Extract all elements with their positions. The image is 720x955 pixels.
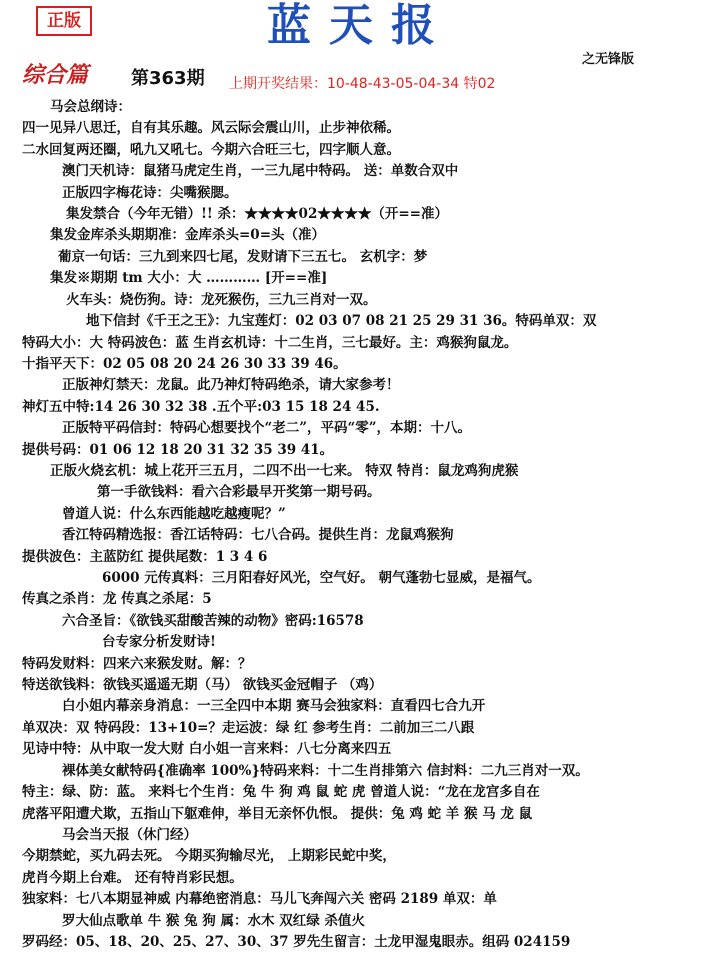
- text-line: 地下信封《千王之王》：九宝莲灯：02 03 07 08 21 25 29 31 36。特码单双：双: [86, 313, 597, 329]
- newspaper-title: 蓝天报: [267, 0, 453, 51]
- text-line: 集发※期期 tm 大小：大 ………… [开==准]: [50, 270, 328, 286]
- text-line: 曾道人说：什么东西能越吃越瘦呢？”: [62, 506, 286, 522]
- text-line: 独家料：七八本期显神威 内幕绝密消息：马儿飞奔闯六关 密码 2189 单双：单: [22, 891, 497, 907]
- text-line: 特送欲钱料：欲钱买遥遥无期（马） 欲钱买金冠帽子 （鸡）: [22, 677, 383, 693]
- text-line: 提供波色：主蓝防红 提供尾数：1 3 4 6: [22, 549, 268, 565]
- text-line: 二水回复两还圈，吼九又吼七。今期六合旺三七，四字顺人意。: [22, 142, 400, 158]
- text-line: 特码发财料：四来六来猴发财。解：？: [22, 656, 252, 672]
- edition-label: 之无锋版: [581, 52, 634, 67]
- text-line: 正版特平码信封：特码心想要找个“老二”，平码“零”，本期：十八。: [62, 420, 472, 436]
- text-line: 葡京一句话：三九到来四七尾，发财请下三五七。 玄机字：梦: [58, 249, 428, 265]
- text-line: 正版四字梅花诗：尖嘴猴腮。: [62, 185, 238, 201]
- text-line: 虎落平阳遭犬欺，五指山下躯难伸，举目无亲怀仇恨。 提供：兔 鸡 蛇 羊 猴 马 龙 鼠: [22, 806, 533, 822]
- text-line: 罗大仙点歌单 牛 猴 兔 狗 属：水木 双红绿 杀值火: [62, 913, 365, 929]
- text-line: 火车头：烧伤狗。诗：龙死猴伤，三九三肖对一双。: [66, 292, 377, 308]
- text-line: 正版神灯禁天：龙鼠。此乃神灯特码绝杀，请大家参考！: [62, 377, 400, 393]
- text-line: 单双决：双 特码段：13+10=？走运波：绿 红 参考生肖：二前加三二八跟: [22, 720, 475, 736]
- text-line: 见诗中特：从中取一发大财 白小姐一言来料：八七分离来四五: [22, 741, 392, 757]
- text-line: 四一见异八思迁，自有其乐趣。风云际会震山川，止步神依稀。: [22, 120, 400, 136]
- text-line: 台专家分析发财诗!: [102, 634, 216, 650]
- text-line: 澳门天机诗：鼠猪马虎定生肖，一三九尾中特码。 送：单数合双中: [62, 163, 459, 179]
- text-line: 正版火烧玄机：城上花开三五月，二四不出一七来。 特双 特肖：鼠龙鸡狗虎猴: [50, 463, 519, 479]
- text-line: 传真之杀肖：龙 传真之杀尾：5: [22, 591, 212, 607]
- text-line: 6000 元传真料：三月阳春好风光，空气好。 朝气蓬勃七显威，是福气。: [102, 570, 541, 586]
- text-line: 罗码经：05、18、20、25、27、30、37 罗先生留言：土龙甲湿鬼眼赤。组码 024159: [22, 934, 571, 950]
- section-title: 综合篇: [22, 62, 89, 88]
- last-draw-result: 上期开奖结果：10-48-43-05-04-34 特02: [229, 76, 496, 92]
- text-line: 提供号码：01 06 12 18 20 31 32 35 39 41。: [22, 442, 334, 458]
- text-line: 马会总纲诗：: [50, 99, 131, 115]
- text-line: 白小姐内幕亲身消息：一三全四中本期 赛马会独家料：直看四七合九开: [62, 698, 486, 714]
- text-line: 第一手欲钱料：看六合彩最早开奖第一期号码。: [97, 484, 381, 500]
- text-line: 神灯五中特:14 26 30 32 38 .五个平:03 15 18 24 45.: [22, 399, 380, 415]
- issue-number: 第363期: [131, 68, 205, 89]
- text-line: 集发禁合（今年无错）!! 杀：★★★★02★★★★（开==准）: [66, 206, 448, 222]
- text-line: 马会当天报（休门经）: [62, 827, 197, 843]
- text-line: 六合圣旨：《欲钱买甜酸苦辣的动物》密码:16578: [62, 613, 364, 629]
- text-line: 裸体美女献特码{准确率 100%}特码来料：十二生肖排第六 信封料：二九三肖对一双。: [62, 763, 589, 779]
- zhengban-badge: 正版: [36, 6, 92, 36]
- text-line: 香江特码精选报：香江话特码：七八合码。提供生肖：龙鼠鸡猴狗: [62, 527, 454, 543]
- text-line: 特主：绿、防：蓝。 来料七个生肖：兔 牛 狗 鸡 鼠 蛇 虎 曾道人说：“龙在龙宫多自在: [22, 784, 540, 800]
- text-line: 十指平天下：02 05 08 20 24 26 30 33 39 46。: [22, 356, 347, 372]
- text-line: 特码大小：大 特码波色：蓝 生肖玄机诗：十二生肖，三七最好。主：鸡猴狗鼠龙。: [22, 335, 518, 351]
- text-line: 集发金库杀头期期准：金库杀头=0=头（准）: [50, 227, 326, 243]
- text-line: 今期禁蛇，买九码去死。 今期买狗输尽光， 上期彩民蛇中奖，: [22, 848, 396, 864]
- text-line: 虎肖今期上台难。 还有特肖彩民想。: [22, 870, 243, 886]
